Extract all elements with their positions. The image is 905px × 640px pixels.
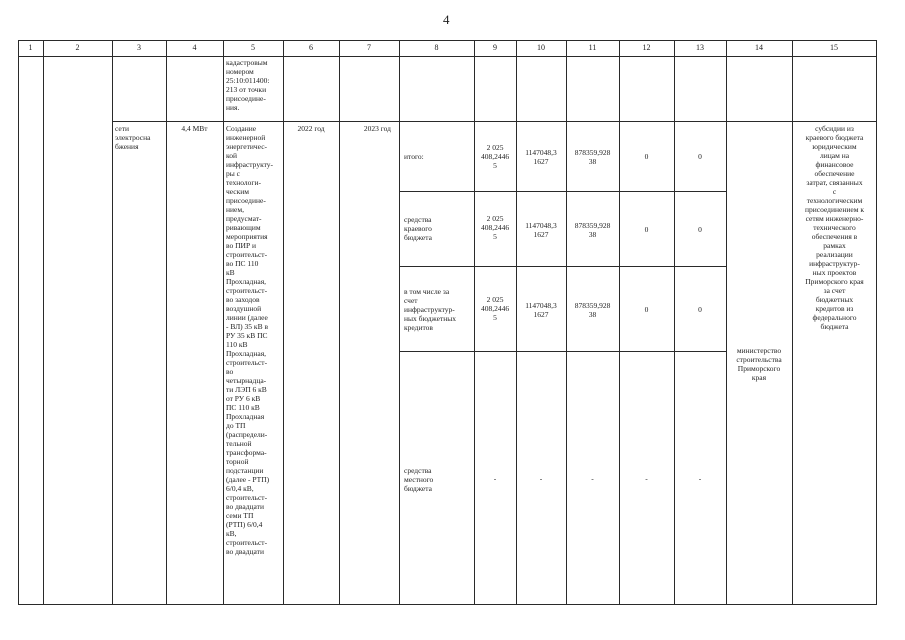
row2-col7-end-year: 2023 год [363, 124, 391, 133]
header-col-1: 1 [28, 43, 33, 52]
subrow-local-col10: - [539, 474, 543, 483]
subrow-local-col13: - [698, 474, 702, 483]
header-col-14: 14 [755, 43, 763, 52]
subrow-total-col11: 878359,928 38 [574, 148, 611, 166]
row2-col15-funding-note: субсидии из краевого бюджета юридическим лицам на финансовое обеспечение затрат, связанных с технологическим присоединением к сетям инженерно- технического обеспечения в рамках реализации инфраструктур- ных проектов Приморского края за счет бюджетных кредитов из федерального бюджета [805, 124, 864, 331]
subrow-credits-label: в том числе за счет инфраструктур- ных бюджетных кредитов [404, 287, 457, 332]
header-col-10: 10 [537, 43, 545, 52]
subrow-local-col12: - [645, 474, 648, 483]
subrow-regional-col9: 2 025 408,2446 5 [480, 214, 510, 241]
subrow-total-col12: 0 [644, 152, 649, 161]
subrow-regional-col10: 1147048,3 1627 [525, 221, 557, 239]
header-col-2: 2 [75, 43, 80, 52]
subrow-credits-col11: 878359,928 38 [574, 301, 611, 319]
subrow-total-col13: 0 [698, 152, 702, 161]
subrow-regional-col11: 878359,928 38 [574, 221, 611, 239]
subrow-local-col9: - [493, 474, 497, 483]
subrow-credits-col9: 2 025 408,2446 5 [480, 295, 510, 322]
row2-col14-responsible: министерство строительства Приморского края [736, 346, 782, 382]
header-col-3: 3 [137, 43, 141, 52]
subrow-total-label: итого: [404, 152, 424, 161]
subrow-regional-col12: 0 [644, 225, 649, 234]
header-col-9: 9 [493, 43, 497, 52]
header-col-11: 11 [588, 43, 597, 52]
row2-col4-capacity: 4,4 МВт [181, 124, 208, 133]
subrow-regional-col13: 0 [698, 225, 702, 234]
row2-col6-start-year: 2022 год [297, 124, 325, 133]
page-number: 4 [443, 12, 450, 27]
header-col-13: 13 [696, 43, 704, 52]
subrow-local-label: средства местного бюджета [404, 466, 434, 493]
row2-col5-description: Создание инженерной энергетичес- кой инфраструкту- ры с технологи- ческим присоедине- нием, предусмат- ривающим мероприятия во ПИР и строительст- во ПС 110 кВ Прохладная, строительст- во заходов воздушной линии (далее - ВЛ) 35 кВ в РУ 35 кВ ПС 110 кВ Прохладная, строительст- во четырнадца- ти ЛЭП 6 кВ от РУ 6 кВ ПС 110 кВ Прохладная до ТП (распредели- тельной трансформа- торной подстанции (далее - РТП) 6/0,4 кВ, строительст- во двадцати семи ТП (РТП) 6/0,4 кВ, строительст- во двадцати [226, 124, 274, 556]
subrow-total-col10: 1147048,3 1627 [525, 148, 557, 166]
header-col-8: 8 [434, 43, 439, 52]
subrow-credits-col13: 0 [698, 305, 702, 314]
subrow-local-col11: - [591, 474, 594, 483]
header-col-15: 15 [830, 43, 838, 52]
header-col-5: 5 [251, 43, 255, 52]
subrow-regional-label: средства краевого бюджета [404, 215, 432, 242]
subrow-credits-col12: 0 [644, 305, 649, 314]
row2-col3-object-type: сети электросна бжения [115, 124, 151, 151]
row1-col5-description: кадастровым номером 25:10:011400: 213 от точки присоедине- ния. [226, 58, 270, 112]
subrow-credits-col10: 1147048,3 1627 [525, 301, 557, 319]
subrow-total-col9: 2 025 408,2446 5 [480, 143, 510, 170]
header-col-6: 6 [309, 43, 313, 52]
header-col-7: 7 [367, 43, 371, 52]
header-col-12: 12 [642, 43, 651, 52]
header-col-4: 4 [192, 43, 197, 52]
